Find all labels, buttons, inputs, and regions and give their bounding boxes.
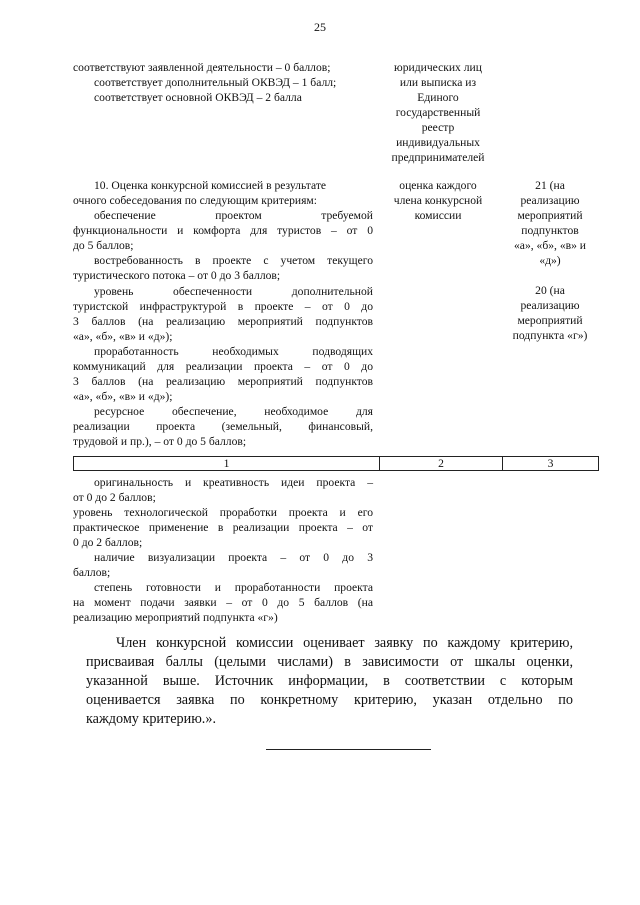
okved-criterion-line: соответствует дополнительный ОКВЭД – 1 балл; [94, 76, 337, 89]
criterion-10-cont-line: 0 до 2 баллов; [73, 536, 143, 549]
criterion-10-line: функциональности и комфорта для туристов – от 0 [73, 224, 373, 237]
criterion-10-cont-line: уровень технологической проработки проекта и его [73, 506, 373, 519]
criterion-10-cont-line: оригинальность и креативность идеи проекта – [94, 476, 373, 489]
criterion-10-line: реализации проекта (земельный, финансовый, [73, 420, 373, 433]
criterion-10-line: трудовой и пр.), – от 0 до 5 баллов; [73, 435, 247, 448]
criterion-10-line: очного собеседования по следующим критериям: [73, 194, 317, 207]
closing-paragraph-line: указанной выше. Источник информации, в соответствии с которым [86, 673, 573, 689]
max-score-line: подпункта «г») [512, 329, 588, 342]
max-score-line: мероприятий [517, 314, 583, 327]
criterion-10-line: до 5 баллов; [73, 239, 134, 252]
page-number: 25 [314, 20, 326, 34]
criterion-10-line: туристской инфраструктурой в проекте – от 0 до [73, 300, 373, 313]
okved-criterion-line: соответствует основной ОКВЭД – 2 балла [94, 91, 302, 104]
criterion-10-line: «а», «б», «в» и «д»); [73, 330, 173, 343]
max-score-line: подпунктов [521, 224, 579, 237]
criterion-10-cont-line: баллов; [73, 566, 111, 579]
criterion-10-cont-line: степень готовности и проработанности проекта [94, 581, 373, 594]
criterion-10-line: 3 баллов (на реализацию мероприятий подпунктов [73, 315, 373, 328]
criterion-10-source-line: комиссии [414, 209, 462, 222]
criterion-10-line: ресурсное обеспечение, необходимое для [94, 405, 373, 418]
criterion-10-source-line: члена конкурсной [393, 194, 483, 207]
criterion-10-line: 3 баллов (на реализацию мероприятий подпунктов [73, 375, 373, 388]
closing-paragraph-line: оценивается заявка по конкретному критерию, указан отдельно по [86, 692, 573, 708]
okved-source-line: реестр [421, 121, 455, 134]
table-column-numbers-row [73, 456, 599, 471]
closing-paragraph-line: присваивая баллы (целыми числами) в зависимости от шкалы оценки, [86, 654, 573, 670]
okved-source-line: предпринимателей [391, 151, 485, 164]
criterion-10-source-line: оценка каждого [399, 179, 477, 192]
criterion-10-cont-line: наличие визуализации проекта – от 0 до 3 [94, 551, 373, 564]
max-score-line: 21 (на [535, 179, 565, 192]
criterion-10-line: востребованность в проекте с учетом текущего [94, 254, 373, 267]
max-score-line: 20 (на [535, 284, 565, 297]
criterion-10-line: «а», «б», «в» и «д»); [73, 390, 173, 403]
criterion-10-line: туристического потока – от 0 до 3 баллов; [73, 269, 281, 282]
criterion-10-line: проработанность необходимых подводящих [94, 345, 373, 358]
okved-source-line: юридических лиц [394, 61, 482, 74]
okved-source-line: или выписка из [399, 76, 477, 89]
column-number-1: 1 [223, 457, 230, 470]
closing-paragraph-line: Член конкурсной комиссии оценивает заявку по каждому критерию, [116, 635, 573, 651]
criterion-10-line: коммуникаций для реализации проекта – от 0 до [73, 360, 373, 373]
criterion-10-cont-line: на момент подачи заявки – от 0 до 5 баллов (на [73, 596, 373, 609]
criterion-10-cont-line: от 0 до 2 баллов; [73, 491, 156, 504]
max-score-line: реализацию [520, 194, 580, 207]
criterion-10-line: 10. Оценка конкурсной комиссией в результате [94, 179, 327, 192]
column-number-2: 2 [438, 457, 444, 470]
criterion-10-line: обеспечение проектом требуемой [94, 209, 373, 222]
max-score-line: «а», «б», «в» и [514, 239, 586, 252]
criterion-10-line: уровень обеспеченности дополнительной [94, 285, 373, 298]
okved-source-line: Единого [417, 91, 459, 104]
column-number-3: 3 [547, 457, 554, 470]
max-score-line: «д») [539, 254, 561, 267]
max-score-line: мероприятий [517, 209, 583, 222]
closing-paragraph-line: каждому критерию.». [86, 711, 216, 727]
end-rule [266, 749, 431, 750]
okved-source-line: государственный [395, 106, 481, 119]
criterion-10-cont-line: реализацию мероприятий подпункта «г») [73, 611, 278, 624]
okved-source-line: индивидуальных [396, 136, 480, 149]
okved-criterion-line: соответствуют заявленной деятельности – 0 баллов; [73, 61, 331, 74]
max-score-line: реализацию [520, 299, 580, 312]
criterion-10-cont-line: практическое применение в реализации проекта – от [73, 521, 373, 534]
